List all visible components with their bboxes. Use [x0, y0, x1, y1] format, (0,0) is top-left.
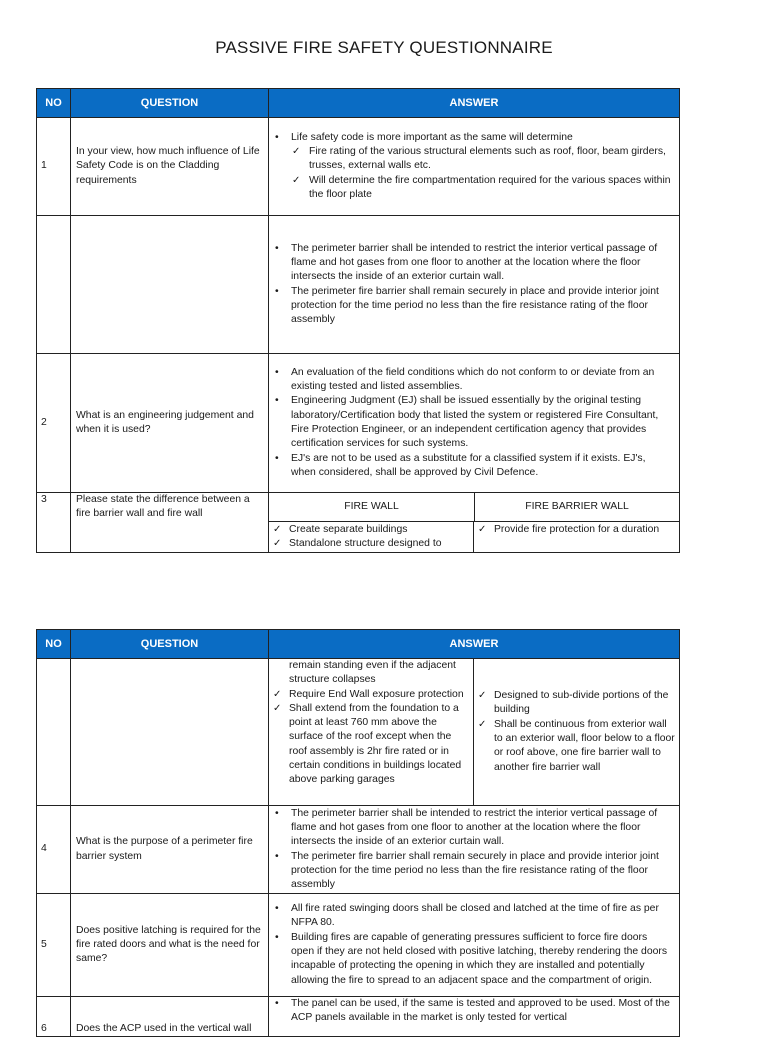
table-header-row — [37, 89, 680, 118]
table-row — [37, 493, 680, 553]
header-no: NO — [37, 630, 71, 659]
answer-bullet: • An evaluation of the field conditions which do not conform to or deviate from an existing tested and listed assemblies. — [273, 366, 673, 395]
answer-bullet: • The panel can be used, if the same is tested and approved to be used. Most of the ACP panels available in the market is only tested for vertical — [273, 997, 673, 1026]
question-text: What is the purpose of a perimeter fire barrier system — [71, 806, 269, 894]
answer-bullet: • The perimeter fire barrier shall remain securely in place and provide interior joint protection for the time period no less than the fire resistance rating of the floor assembly — [273, 285, 673, 328]
fire-wall-column-header: FIRE WALL — [269, 493, 475, 521]
header-answer: ANSWER — [269, 630, 680, 659]
answer-check-item: ✓ Fire rating of the various structural elements such as roof, floor, beam girders, trusses, external walls etc. — [273, 145, 673, 174]
question-text — [71, 659, 269, 806]
question-text — [71, 216, 269, 354]
header-answer: ANSWER — [269, 89, 680, 118]
answer-cell — [269, 997, 680, 1037]
fire-wall-item: ✓ Require End Wall exposure protection — [271, 688, 469, 702]
fire-wall-item: ✓ Standalone structure designed to — [271, 537, 469, 551]
answer-bullet: • The perimeter barrier shall be intended to restrict the interior vertical passage of flame and hot gases from one floor to another at the location where the floor intersects the inside of an exterior curtain wall. — [273, 242, 673, 285]
answer-bullet: • The perimeter barrier shall be intended to restrict the interior vertical passage of flame and hot gases from one floor to another at the location where the floor intersects the inside of an exterior curtain wall. — [273, 807, 673, 850]
row-number: 5 — [37, 894, 71, 997]
header-question: QUESTION — [71, 89, 269, 118]
fire-wall-item-continued: remain standing even if the adjacent structure collapses — [289, 660, 456, 686]
table-row — [37, 216, 680, 354]
answer-bullet: • Building fires are capable of generating pressures sufficient to force fire doors open if they are not held closed with positive latching, thereby rendering the doors incapable of protecting the opening in which they are installed and potentially allowing the fire to spread to an adjacent space and the compartment of origin. — [273, 931, 673, 988]
fire-barrier-wall-item: ✓ Provide fire protection for a duration — [476, 523, 675, 537]
row-number: 2 — [37, 354, 71, 493]
row-number: 3 — [37, 493, 71, 553]
table-row — [37, 659, 680, 806]
questionnaire-table-1 — [36, 88, 680, 553]
question-text: Does the ACP used in the vertical wall — [71, 997, 269, 1037]
table-header-row — [37, 630, 680, 659]
fire-wall-item: ✓ Shall extend from the foundation to a point at least 760 mm above the surface of the roof except when the roof assembly is 2hr fire rated or in certain conditions in buildings located above parking garages — [271, 702, 469, 788]
answer-bullet: • EJ's are not to be used as a substitute for a classified system if it exists. EJ's, when considered, shall be approved by Civil Defence. — [273, 452, 673, 481]
questionnaire-table-2 — [36, 629, 680, 1037]
row-number — [37, 216, 71, 354]
row-number: 4 — [37, 806, 71, 894]
answer-cell — [269, 806, 680, 894]
answer-cell — [269, 493, 680, 553]
fire-barrier-wall-item: ✓ Designed to sub-divide portions of the building — [476, 689, 675, 718]
question-text: Please state the difference between a fire barrier wall and fire wall — [71, 493, 269, 553]
question-text: What is an engineering judgement and when it is used? — [71, 354, 269, 493]
fire-barrier-wall-column-header: FIRE BARRIER WALL — [525, 500, 629, 512]
answer-check-item: ✓ Will determine the fire compartmentation required for the various spaces within the floor plate — [273, 174, 673, 203]
row-number: 1 — [37, 118, 71, 216]
answer-cell — [269, 659, 680, 806]
header-no: NO — [37, 89, 71, 118]
answer-cell — [269, 118, 680, 216]
document-title: PASSIVE FIRE SAFETY QUESTIONNAIRE — [215, 38, 553, 57]
fire-wall-item: ✓ Create separate buildings — [271, 523, 469, 537]
table-row — [37, 997, 680, 1037]
row-number — [37, 659, 71, 806]
table-row — [37, 354, 680, 493]
answer-bullet: • The perimeter fire barrier shall remain securely in place and provide interior joint protection for the time period no less than the fire resistance rating of the floor assembly — [273, 850, 673, 893]
answer-cell — [269, 216, 680, 354]
answer-cell — [269, 894, 680, 997]
question-text: Does positive latching is required for the fire rated doors and what is the need for same? — [71, 894, 269, 997]
question-text: In your view, how much influence of Life Safety Code is on the Cladding requirements — [71, 118, 269, 216]
row-number: 6 — [37, 997, 71, 1037]
answer-cell — [269, 354, 680, 493]
table-row — [37, 806, 680, 894]
table-row — [37, 118, 680, 216]
answer-bullet: • All fire rated swinging doors shall be closed and latched at the time of fire as per NFPA 80. — [273, 902, 673, 931]
header-question: QUESTION — [71, 630, 269, 659]
answer-bullet: • Life safety code is more important as the same will determine — [273, 131, 673, 145]
answer-bullet: • Engineering Judgment (EJ) shall be issued essentially by the original testing laboratory/Certification body that listed the system or registered Fire Consultant, Fire Protection Engineer, or an independent certification agency that provides certification services for such systems. — [273, 394, 673, 451]
table-row — [37, 894, 680, 997]
fire-barrier-wall-item: ✓ Shall be continuous from exterior wall to an exterior wall, floor below to a floor or roof above, one fire barrier wall to another fire barrier wall — [476, 718, 675, 775]
